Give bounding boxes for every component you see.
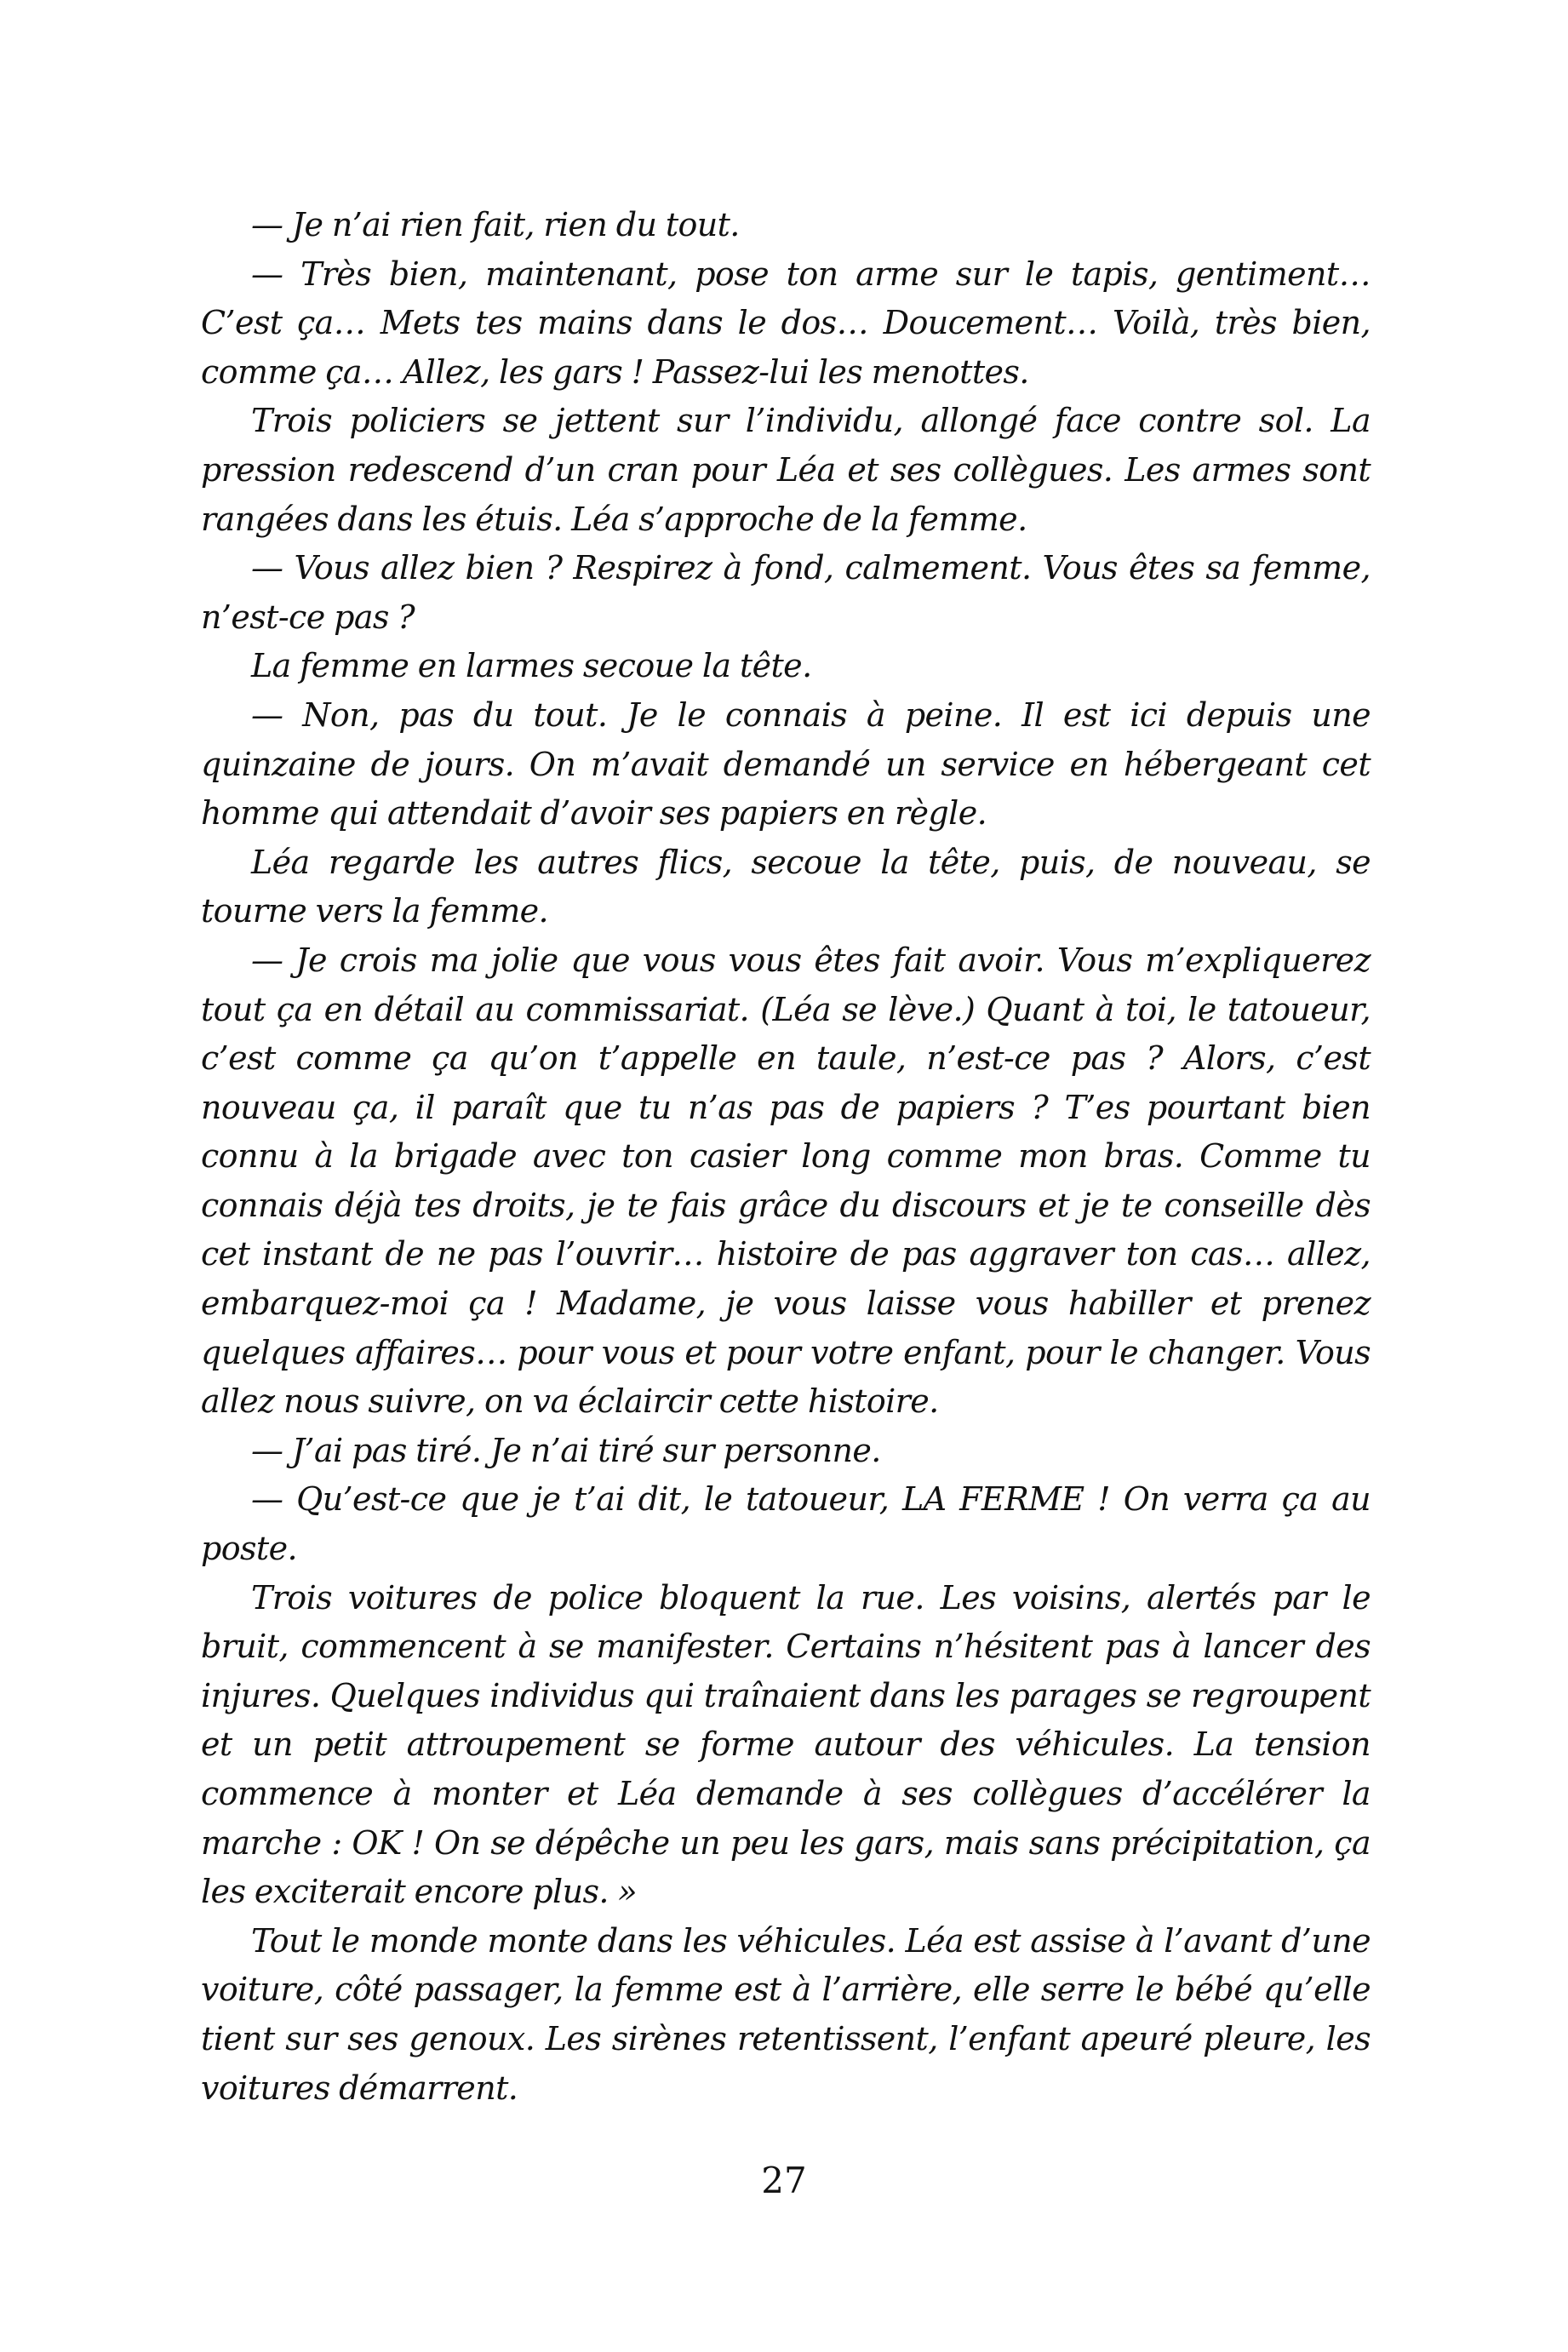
paragraph: Léa regarde les autres flics, secoue la tête, puis, de nouveau, se tourne vers la femme. (201, 843, 1371, 930)
paragraph: — Je n’ai rien fait, rien du tout. (251, 206, 740, 243)
paragraph: — J’ai pas tiré. Je n’ai tiré sur personne. (251, 1431, 881, 1469)
paragraph: Trois policiers se jettent sur l’individu, allongé face contre sol. La pression redescend d’un cran pour Léa et ses collègues. Les armes sont rangées dans les étuis. Léa s’approche de la femme. (201, 402, 1371, 538)
paragraph: Trois voitures de police bloquent la rue. Les voisins, alertés par le bruit, commencent à se manifester. Certains n’hésitent pas à lancer des injures. Quelques individus qui traînaient dans les parages se regroupent et un petit attroupement se forme autour des véhicules. La tension commence à monter et Léa demande à ses collègues d’accélérer la marche : OK ! On se dépêche un peu les gars, mais sans précipitation, ça les exciterait encore plus. » (201, 1578, 1371, 1911)
paragraph: — Vous allez bien ? Respirez à fond, calmement. Vous êtes sa femme, n’est-ce pas ? (201, 549, 1371, 636)
page-number: 27 (761, 2160, 807, 2201)
paragraph: Tout le monde monte dans les véhicules. Léa est assise à l’avant d’une voiture, côté passager, la femme est à l’arrière, elle serre le bébé qu’elle tient sur ses genoux. Les sirènes retentissent, l’enfant apeuré pleure, les voitures démarrent. (201, 1921, 1371, 2107)
body-text (201, 201, 1371, 2113)
paragraph: — Je crois ma jolie que vous vous êtes fait avoir. Vous m’expliquerez tout ça en détail au commissariat. (Léa se lève.) Quant à toi, le tatoueur, c’est comme ça qu’on t’appelle en taule, n’est-ce pas ? Alors, c’est nouveau ça, il paraît que tu n’as pas de papiers ? T’es pourtant bien connu à la brigade avec ton casier long comme mon bras. Comme tu connais déjà tes droits, je te fais grâce du discours et je te conseille dès cet instant de ne pas l’ouvrir… histoire de pas aggraver ton cas… allez, embarquez-moi ça ! Madame, je vous laisse vous habiller et prenez quelques affaires… pour vous et pour votre enfant, pour le changer. Vous allez nous suivre, on va éclaircir cette histoire. (201, 941, 1371, 1421)
paragraph: La femme en larmes secoue la tête. (251, 647, 812, 685)
paragraph: — Non, pas du tout. Je le connais à peine. Il est ici depuis une quinzaine de jours. On m’avait demandé un service en hébergeant cet homme qui attendait d’avoir ses papiers en règle. (201, 695, 1371, 833)
paragraph: — Très bien, maintenant, pose ton arme sur le tapis, gentiment… C’est ça… Mets tes mains dans le dos… Doucement… Voilà, très bien, comme ça… Allez, les gars ! Passez-lui les menottes. (201, 255, 1371, 391)
paragraph: — Qu’est-ce que je t’ai dit, le tatoueur, LA FERME ! On verra ça au poste. (201, 1480, 1371, 1568)
